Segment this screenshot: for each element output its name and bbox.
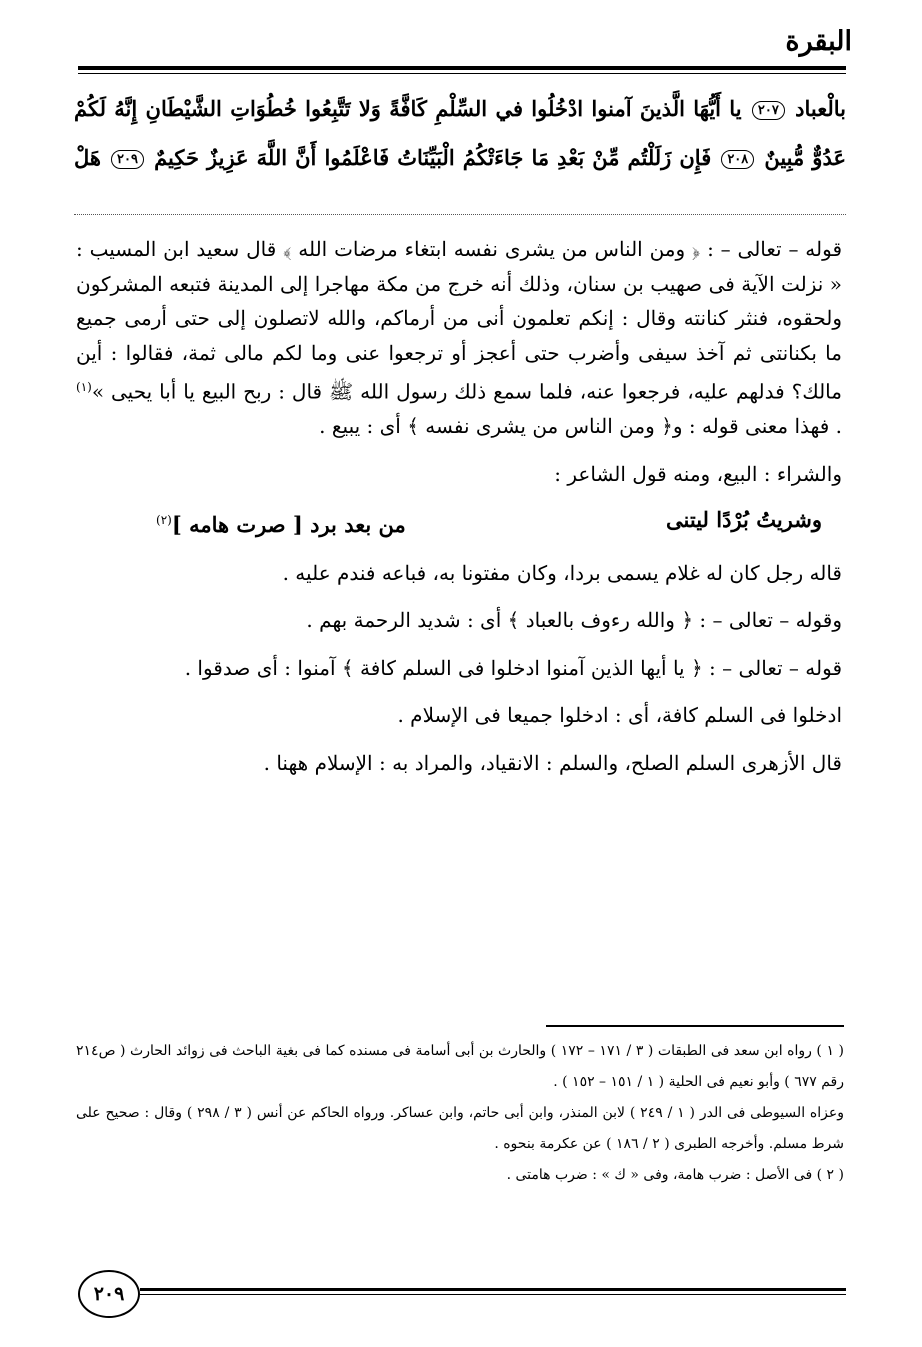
paragraph-text: قوله – تعالى – : ﴿ ومن الناس من يشرى نفسه ابتغاء مرضات الله ﴾ قال سعيد ابن المسيب : « نزلت الآية فى صهيب بن سنان، وذلك أنه خرج من مكة مهاجرا إلى المدينة فتبعه المشركون ولحقوه، فنثر كنانته وقال : إنكم تعلمون أنى من أرماكم، والله لاتصلون إلى حتى أرمى جميع ما بكنانتى ثم آخذ سيفى وأضرب حتى أعجز أو ترجعوا عنى وما لكم مالى ثمة، فقالوا : أين مالك؟ فدلهم عليه، فرجعوا عنه، فلما سمع ذلك رسول الله ﷺ قال : ربح البيع يا أبا يحيى » — [76, 237, 843, 404]
quran-text-block — [74, 84, 846, 182]
paragraph — [76, 232, 842, 444]
paragraph: وقوله – تعالى – : ﴿ والله رءوف بالعباد ﴾ أى : شديد الرحمة بهم . — [306, 608, 842, 633]
verse-hemistich-second — [156, 503, 406, 543]
footnote-1: ( ١ ) رواه ابن سعد فى الطبقات ( ٣ / ١٧١ – ١٧٢ ) والحارث بن أبى أسامة فى مسنده كما فى بغية الباحث فى زوائد الحارث ( ص٢١٤ رقم ٦٧٧ ) وأبو نعيم فى الحلية ( ١ / ١٥١ – ١٥٢ ) . — [76, 1043, 844, 1090]
quran-text: فَإِن زَلَلْتُم مِّنْ بَعْدِ مَا جَاءَتْكُمُ الْبَيِّنَاتُ فَاعْلَمُوا أَنَّ اللَّهَ عَزِيزٌ حَكِيمٌ — [154, 145, 712, 170]
header-rule — [78, 66, 846, 70]
ayah-number-marker: ٢٠٩ — [111, 150, 144, 169]
ayah-number-marker: ٢٠٨ — [721, 150, 754, 169]
footnote-ref: (١) — [76, 380, 92, 394]
footer-rule — [140, 1288, 846, 1291]
paragraph: قال الأزهرى السلم الصلح، والسلم : الانقياد، والمراد به : الإسلام ههنا . — [263, 750, 842, 775]
footnote-divider — [546, 1025, 844, 1027]
verse-hemistich-first: وشريتُ بُرْدًا ليتنى — [666, 507, 822, 533]
footer-rule-thin — [140, 1294, 846, 1295]
quran-text: عَدُوٌّ مُّبِينٌ — [764, 145, 846, 170]
verse-text: من بعد برد [ صرت هامه ] — [171, 512, 406, 538]
footnote-ref: (٢) — [156, 513, 172, 528]
poetry-verse — [76, 503, 842, 543]
footnote-1-continued: وعزاه السيوطى فى الدر ( ١ / ٢٤٩ ) لابن المنذر، وابن أبى حاتم، وابن عساكر. ورواه الحاكم عن أنس ( ٣ / ٢٩٨ ) وقال : صحيح على شرط مسلم. وأخرجه الطبرى ( ٢ / ١٨٦ ) عن عكرمة بنحوه . — [76, 1105, 844, 1152]
paragraph: قاله رجل كان له غلام يسمى بردا، وكان مفتونا به، فباعه فندم عليه . — [282, 560, 842, 585]
paragraph: ادخلوا فى السلم كافة، أى : ادخلوا جميعا فى الإسلام . — [397, 703, 842, 728]
header-rule-thin — [78, 73, 846, 74]
ayah-number-marker: ٢٠٧ — [752, 101, 785, 120]
page-number: ٢٠٩ — [78, 1270, 140, 1318]
paragraph: والشراء : البيع، ومنه قول الشاعر : — [554, 461, 842, 486]
quran-text: بالْعباد — [795, 96, 846, 121]
footnote-2: ( ٢ ) فى الأصل : ضرب هامة، وفى « ك » : ضرب هامتى . — [506, 1167, 844, 1183]
surah-header-title: البقرة — [785, 26, 852, 57]
quran-text: هَلْ — [74, 145, 101, 170]
quran-line-2 — [74, 133, 846, 182]
quran-text: يا أَيُّهَا الَّذينَ آمنوا ادْخُلُوا في السِّلْمِ كَافَّةً وَلا تَتَّبِعُوا خُطُوَاتِ الشَّيْطَانِ إِنَّهُ لَكُمْ — [74, 96, 742, 121]
footnotes — [76, 1036, 844, 1191]
paragraph-text: . فهذا معنى قوله : و﴿ ومن الناس من يشرى نفسه ﴾ أى : يبيع . — [319, 414, 842, 439]
commentary-body — [76, 232, 842, 780]
quran-line-1 — [74, 84, 846, 133]
section-divider — [74, 214, 846, 215]
paragraph: قوله – تعالى – : ﴿ يا أيها الذين آمنوا ادخلوا فى السلم كافة ﴾ آمنوا : أى صدقوا . — [184, 655, 842, 680]
